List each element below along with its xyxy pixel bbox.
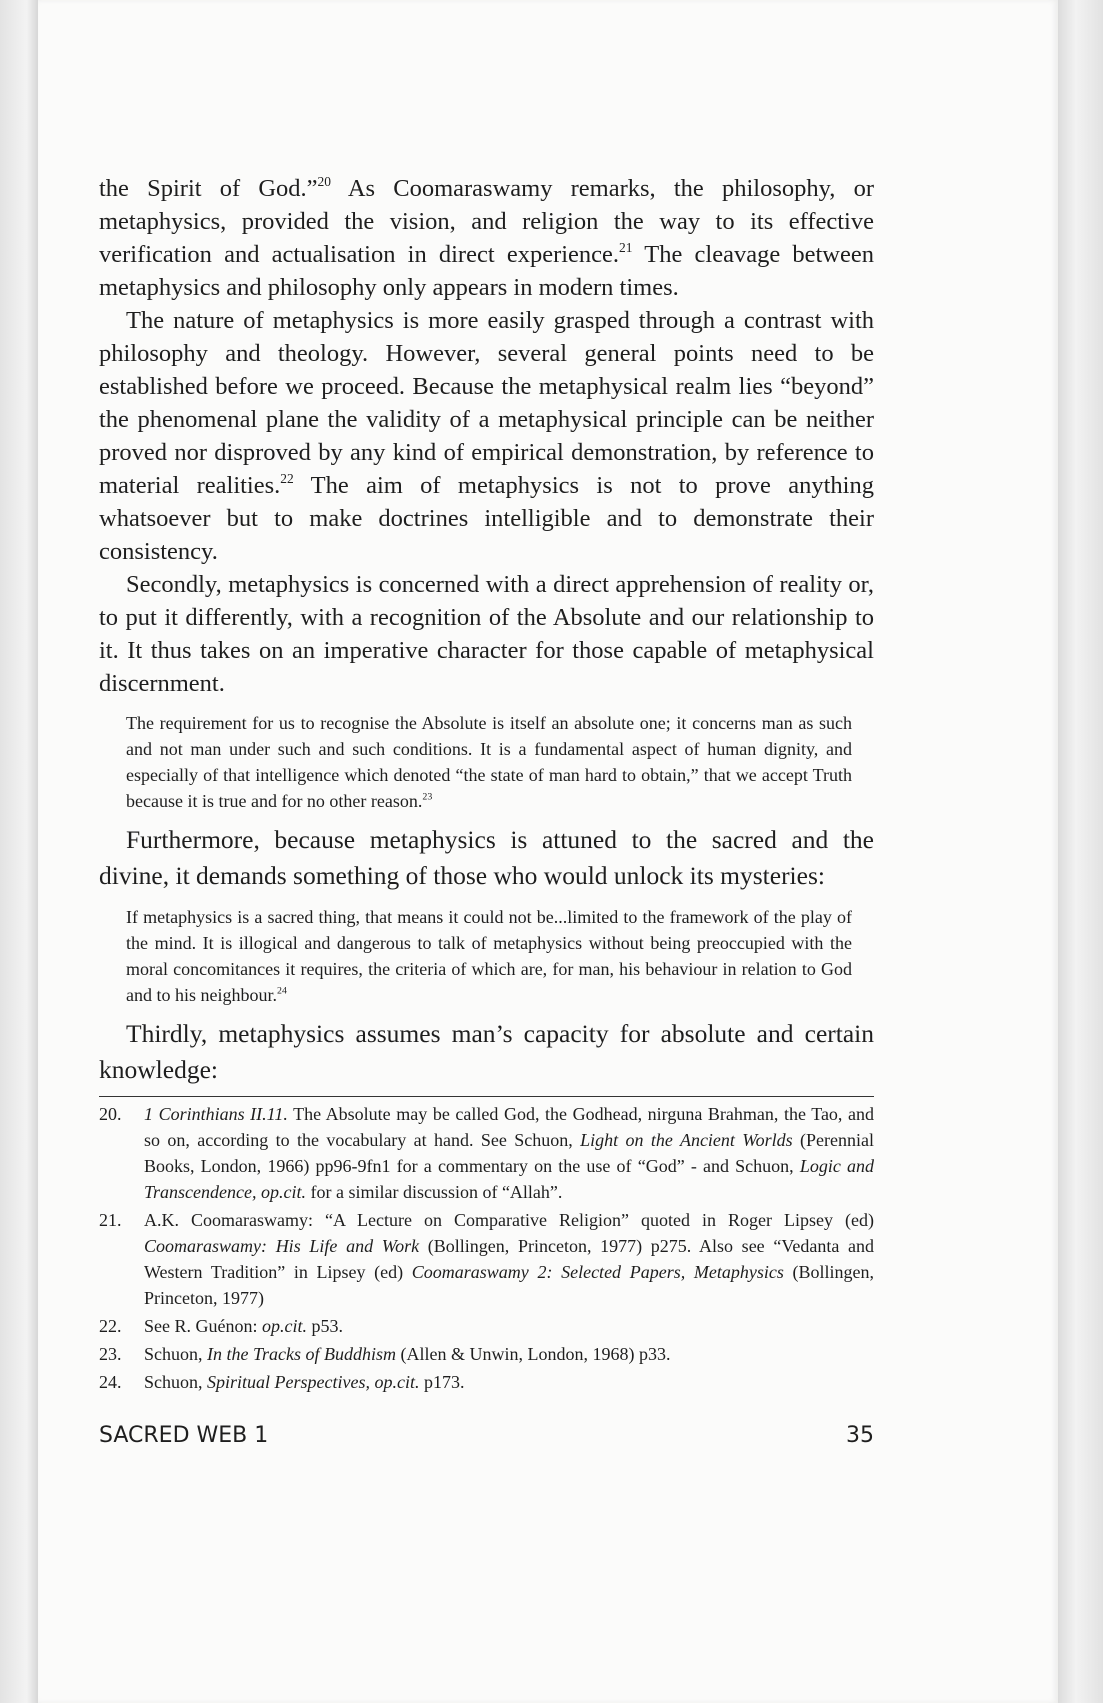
paragraph-1: the Spirit of God.”$^{20}$ As Coomaraswamy remarks, the philosophy, or metaphysics, provided the vision, and religion the way to its effective verification and actualisation in direct experience.$^{21}$ The cleavage between metaphysics and philosophy only appears in modern times. [99, 173, 874, 301]
footnote-ref-24[interactable]: 24 [277, 985, 287, 997]
page-content [99, 172, 874, 1395]
journal-title: SACRED WEB 1 [99, 1423, 269, 1448]
paragraph-3: Secondly, metaphysics is concerned with a direct apprehension of reality or, to put it differently, with a recognition of the Absolute and our relationship to it. It thus takes on an imperative character for those capable of metaphysical discernment. [99, 571, 874, 697]
page-number: 35 [846, 1423, 874, 1448]
footnote-20: 20. 1 Corinthians II.11. The Absolute may be called God, the Godhead, nirguna Brahman, the Tao, and so on, according to the vocabulary at hand. See Schuon, Light on the Ancient Worlds (Perennial Books, London, 1966) pp96-9fn1 for a commentary on the use of “God” - and Schuon, Logic and Transcendence, op.cit. for a similar discussion of “Allah”. [99, 1104, 874, 1202]
footnote-24: 24. Schuon, Spiritual Perspectives, op.cit. p173. [99, 1372, 465, 1392]
page-edge-right [1058, 0, 1103, 1703]
footnotes-section [99, 1096, 874, 1395]
footnote-ref-23[interactable]: 23 [422, 791, 433, 803]
footnote-21: 21. A.K. Coomaraswamy: “A Lecture on Comparative Religion” quoted in Roger Lipsey (ed) Coomaraswamy: His Life and Work (Bollingen, Princeton, 1977) p275. Also see “Vedanta and Western Tradition” in Lipsey (ed) Coomaraswamy 2: Selected Papers, Metaphysics (Bollingen, Princeton, 1977) [99, 1210, 874, 1308]
block-quote-2: If metaphysics is a sacred thing, that means it could not be...limited to the framework of the play of the mind. It is illogical and dangerous to talk of metaphysics without being preoccupied with the moral concomitances it requires, the criteria of which are, for man, his behaviour in relation to God and to his neighbour.$^{24}$ [126, 907, 852, 1005]
footnote-22: 22. See R. Guénon: op.cit. p53. [99, 1316, 343, 1336]
block-quote-1: The requirement for us to recognise the Absolute is itself an absolute one; it concerns man as such and not man under such and such conditions. It is a fundamental aspect of human dignity, and especially of that intelligence which denoted “the state of man hard to obtain,” that we accept Truth because it is true and for no other reason.$^{23}$ [126, 713, 852, 811]
page-footer [99, 1423, 874, 1448]
paragraph-5: Thirdly, metaphysics assumes man’s capacity for absolute and certain knowledge: [99, 1019, 874, 1084]
footnote-23: 23. Schuon, In the Tracks of Buddhism (Allen & Unwin, London, 1968) p33. [99, 1344, 671, 1364]
paragraph-2: The nature of metaphysics is more easily grasped through a contrast with philosophy and theology. However, several general points need to be established before we proceed. Because the metaphysical realm lies “beyond” the phenomenal plane the validity of a metaphysical principle can be neither proved nor disproved by any kind of empirical demonstration, by reference to material realities.$^{22}$ The aim of metaphysics is not to prove anything whatsoever but to make doctrines intelligible and to demonstrate their consistency. [99, 307, 874, 565]
paragraph-4: Furthermore, because metaphysics is attuned to the sacred and the divine, it demands something of those who would unlock its mysteries: [99, 825, 874, 890]
footnote-ref-20[interactable]: 20 [317, 173, 331, 189]
footnote-ref-21[interactable]: 21 [619, 239, 633, 255]
footnote-ref-22[interactable]: 22 [280, 470, 294, 486]
page-edge-left [0, 0, 38, 1703]
